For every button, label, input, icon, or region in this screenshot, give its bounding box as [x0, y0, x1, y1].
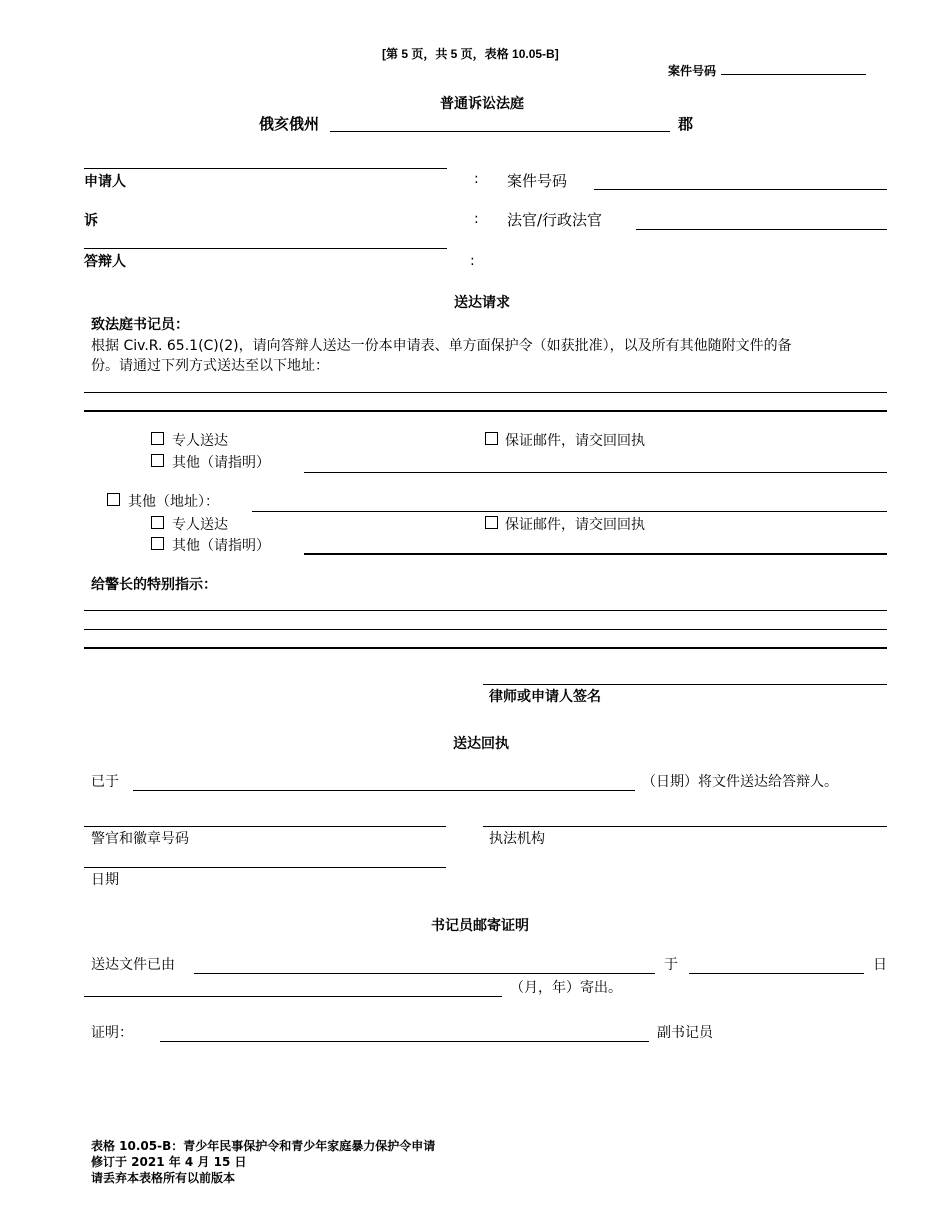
- certified-mail-checkbox-1[interactable]: [485, 432, 498, 445]
- footer-discard-note: 请丢弃本表格所有以前版本: [91, 1171, 236, 1185]
- header-case-number-field[interactable]: [721, 74, 866, 75]
- other-address-field[interactable]: [252, 511, 887, 512]
- month-year-field[interactable]: [84, 996, 502, 997]
- court-state: 俄亥俄州: [259, 115, 320, 133]
- sheriff-instructions-label: 给警长的特别指示：: [91, 577, 217, 593]
- respondent-label: 答辩人: [84, 254, 126, 270]
- agency-label: 执法机构: [489, 831, 545, 847]
- served-on-label: 已于: [91, 774, 119, 790]
- request-body-line1: 根据 Civ.R. 65.1(C)(2)，请向答辩人送达一份本申请表、单方面保护令（如获批准），以及所有其他随附文件的备: [91, 338, 792, 354]
- address-line-1[interactable]: [84, 392, 887, 393]
- certified-mail-label-1: 保证邮件，请交回回执: [505, 433, 645, 449]
- certified-mail-label-2: 保证邮件，请交回回执: [505, 517, 645, 533]
- colon-1: :: [474, 171, 479, 187]
- signature-label: 律师或申请人签名: [489, 689, 601, 705]
- other-specify-label-2: 其他（请指明）: [172, 538, 270, 554]
- judge-label: 法官/行政法官: [507, 211, 603, 229]
- petitioner-label: 申请人: [84, 174, 126, 190]
- date-served-text: （日期）将文件送达给答辩人。: [642, 774, 838, 790]
- instructions-line-2[interactable]: [84, 629, 887, 630]
- address-line-2[interactable]: [84, 410, 887, 412]
- clerk-certificate-title: 书记员邮寄证明: [431, 918, 529, 934]
- return-date-label: 日期: [91, 872, 119, 888]
- other-specify-field-2[interactable]: [304, 553, 887, 555]
- served-date-field[interactable]: [133, 790, 635, 791]
- personal-service-checkbox-1[interactable]: [151, 432, 164, 445]
- deputy-clerk-label: 副书记员: [657, 1025, 713, 1041]
- mailed-by-label: 送达文件已由: [91, 957, 175, 973]
- colon-2: :: [474, 211, 479, 227]
- page-info: [第 5 页，共 5 页，表格 10.05-B]: [382, 47, 559, 61]
- officer-field[interactable]: [84, 826, 446, 827]
- month-year-label: （月，年）寄出。: [510, 980, 622, 996]
- other-specify-checkbox-2[interactable]: [151, 537, 164, 550]
- other-address-checkbox[interactable]: [107, 493, 120, 506]
- mailed-by-field[interactable]: [194, 973, 655, 974]
- personal-service-checkbox-2[interactable]: [151, 516, 164, 529]
- header-case-number-label: 案件号码: [668, 64, 717, 78]
- court-name: 普通诉讼法庭: [440, 96, 524, 112]
- instructions-line-3[interactable]: [84, 647, 887, 649]
- return-of-service-title: 送达回执: [453, 736, 509, 752]
- return-date-field[interactable]: [84, 867, 446, 868]
- respondent-name-field[interactable]: [84, 248, 447, 249]
- deputy-clerk-signature-field[interactable]: [160, 1041, 649, 1042]
- case-number-label: 案件号码: [507, 172, 568, 190]
- signature-field[interactable]: [483, 684, 887, 685]
- certified-label: 证明：: [91, 1025, 133, 1041]
- day-field[interactable]: [689, 973, 864, 974]
- personal-service-label-1: 专人送达: [172, 433, 228, 449]
- colon-3: :: [470, 253, 475, 269]
- other-specify-field-1[interactable]: [304, 472, 887, 473]
- other-address-label: 其他（地址）：: [128, 494, 219, 510]
- agency-field[interactable]: [483, 826, 887, 827]
- petitioner-name-field[interactable]: [84, 168, 447, 169]
- county-field[interactable]: [330, 131, 670, 132]
- to-clerk: 致法庭书记员：: [91, 317, 189, 333]
- request-body-line2: 份。请通过下列方式送达至以下地址：: [91, 358, 329, 374]
- footer-form-title: 表格 10.05-B：青少年民事保护令和青少年家庭暴力保护令申请: [91, 1139, 436, 1153]
- service-request-title: 送达请求: [454, 295, 510, 311]
- officer-label: 警官和徽章号码: [91, 831, 189, 847]
- other-specify-checkbox-1[interactable]: [151, 454, 164, 467]
- versus-label: 诉: [84, 213, 98, 229]
- county-suffix: 郡: [678, 115, 694, 133]
- day-label: 日: [873, 957, 887, 973]
- instructions-line-1[interactable]: [84, 610, 887, 611]
- on-label: 于: [664, 957, 678, 973]
- footer-revised: 修订于 2021 年 4 月 15 日: [91, 1155, 247, 1169]
- case-number-field[interactable]: [594, 189, 887, 190]
- certified-mail-checkbox-2[interactable]: [485, 516, 498, 529]
- personal-service-label-2: 专人送达: [172, 517, 228, 533]
- other-specify-label-1: 其他（请指明）: [172, 455, 270, 471]
- judge-field[interactable]: [636, 229, 887, 230]
